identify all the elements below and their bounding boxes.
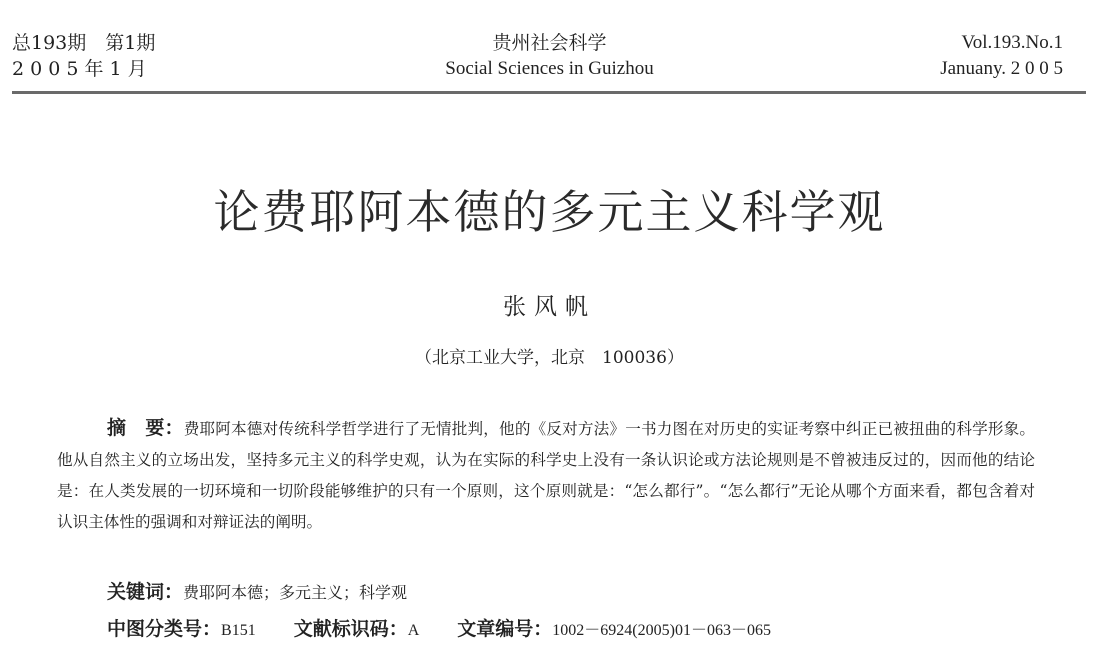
clc-label: 中图分类号：	[107, 618, 222, 640]
article-title: 论费耶阿本德的多元主义科学观	[213, 185, 886, 239]
journal-name-block	[0, 30, 1099, 82]
article-number-value: 1002－6924(2005)01－063－065	[552, 622, 771, 639]
keywords-line	[107, 577, 407, 608]
journal-name-cn: 贵州社会科学	[492, 32, 607, 54]
volume-number: Vol.193.No.1	[961, 32, 1063, 53]
classification-line	[107, 614, 771, 646]
keywords-label: 关键词：	[107, 581, 184, 603]
abstract-text: 费耶阿本德对传统科学哲学进行了无情批判，他的《反对方法》一书力图在对历史的实证考察中纠正已被扭曲的科学形象。他从自然主义的立场出发，坚持多元主义的科学史观，认为在实际的科学史上没有一条认识论或方法论规则是不曾被违反过的，因而他的结论是：在人类发展的一切环境和一切阶段能够维护的只有一个原则，这个原则就是：“怎么都行”。“怎么都行”无论从哪个方面来看，都包含着对认识主体性的强调和对辩证法的阐明。	[57, 420, 1035, 531]
article-author: 张风帆	[503, 294, 596, 320]
keywords-text: 费耶阿本德；多元主义；科学观	[183, 583, 408, 602]
journal-name-en: Social Sciences in Guizhou	[445, 58, 654, 79]
clc-value: B151	[221, 622, 256, 639]
abstract-label: 摘 要：	[107, 417, 184, 439]
header-divider	[12, 91, 1086, 94]
issue-date: 2 0 0 5 年 1 月	[12, 58, 147, 80]
document-code-value: A	[407, 622, 420, 639]
volume-date: Januany. 2 0 0 5	[940, 58, 1063, 79]
author-affiliation: （北京工业大学，北京 100036）	[415, 348, 684, 368]
journal-volume-info	[940, 30, 1063, 82]
abstract-paragraph	[57, 413, 1035, 538]
issue-number: 总193期 第1期	[12, 32, 156, 54]
document-code-label: 文献标识码：	[293, 618, 408, 640]
article-number-label: 文章编号：	[457, 618, 553, 640]
